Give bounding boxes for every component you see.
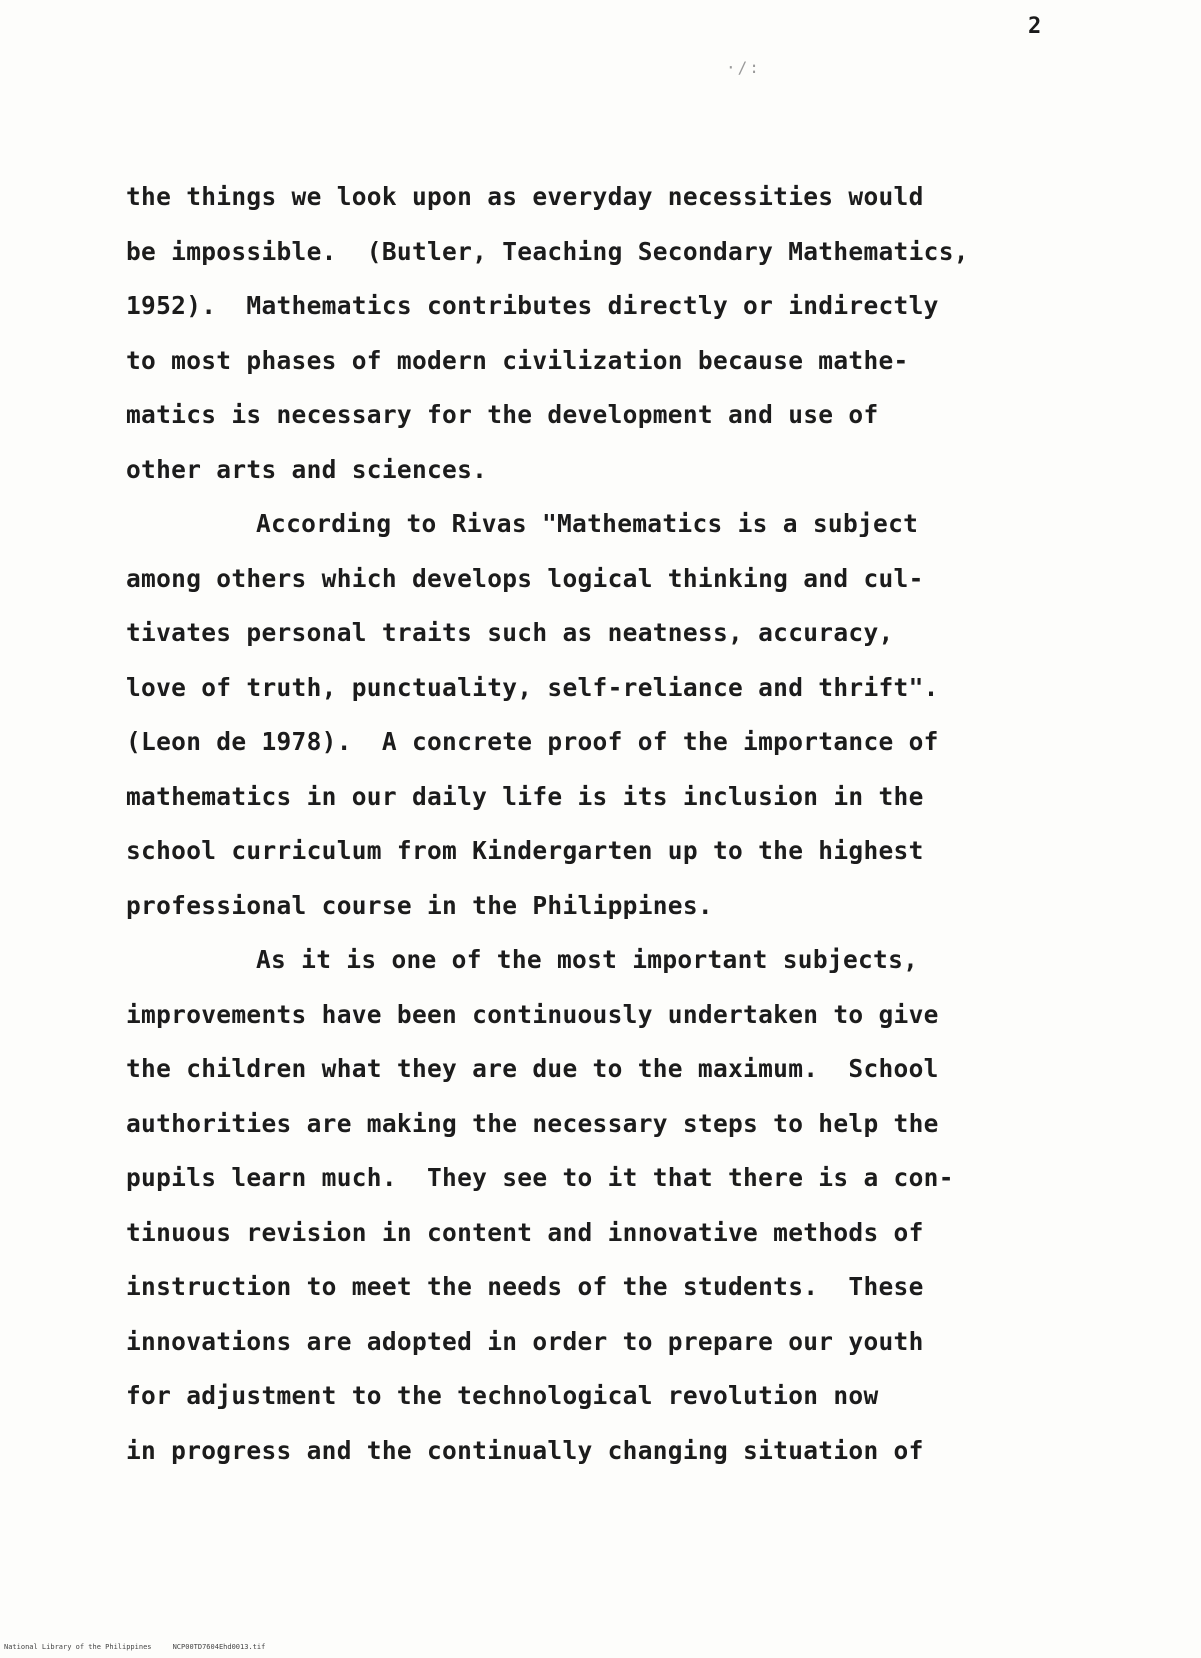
text-line: school curriculum from Kindergarten up to the highest (126, 836, 924, 865)
text-line: innovations are adopted in order to prepare our youth (126, 1326, 924, 1356)
text-line: pupils learn much. They see to it that there is a con- (126, 1163, 954, 1192)
text-line: tivates personal traits such as neatness, accuracy, (126, 618, 894, 647)
footer-file-id: NCP00TD7604Ehd0013.tif (172, 1643, 266, 1651)
text-line: According to Rivas "Mathematics is a subject (256, 509, 919, 538)
text-line: professional course in the Philippines. (126, 890, 713, 920)
text-line: love of truth, punctuality, self-reliance and thrift". (126, 672, 939, 702)
text-line: for adjustment to the technological revolution now (126, 1381, 879, 1410)
text-line: other arts and sciences. (126, 454, 488, 484)
text-line: among others which develops logical thinking and cul- (126, 563, 924, 593)
text-line: the children what they are due to the maximum. School (126, 1054, 939, 1083)
scan-footer (4, 1643, 265, 1651)
text-line: the things we look upon as everyday necessities would (126, 182, 924, 211)
text-line: As it is one of the most important subjects, (256, 945, 919, 974)
scan-mark: ·/: (726, 58, 761, 77)
text-line: instruction to meet the needs of the students. These (126, 1272, 924, 1301)
page-number: 2 (1028, 14, 1042, 39)
text-line: (Leon de 1978). A concrete proof of the importance of (126, 727, 939, 756)
text-line: mathematics in our daily life is its inclusion in the (126, 781, 924, 811)
text-line: in progress and the continually changing situation of (126, 1435, 924, 1465)
text-line: tinuous revision in content and innovative methods of (126, 1217, 924, 1247)
text-line: be impossible. (Butler, Teaching Secondary Mathematics, (126, 236, 969, 266)
text-line: matics is necessary for the development and use of (126, 400, 879, 429)
text-line: 1952). Mathematics contributes directly or indirectly (126, 291, 939, 320)
text-line: authorities are making the necessary steps to help the (126, 1108, 939, 1138)
footer-library: National Library of the Philippines (4, 1643, 152, 1651)
body-text (126, 170, 1046, 1478)
text-line: improvements have been continuously undertaken to give (126, 999, 939, 1029)
text-line: to most phases of modern civilization because mathe- (126, 345, 909, 375)
